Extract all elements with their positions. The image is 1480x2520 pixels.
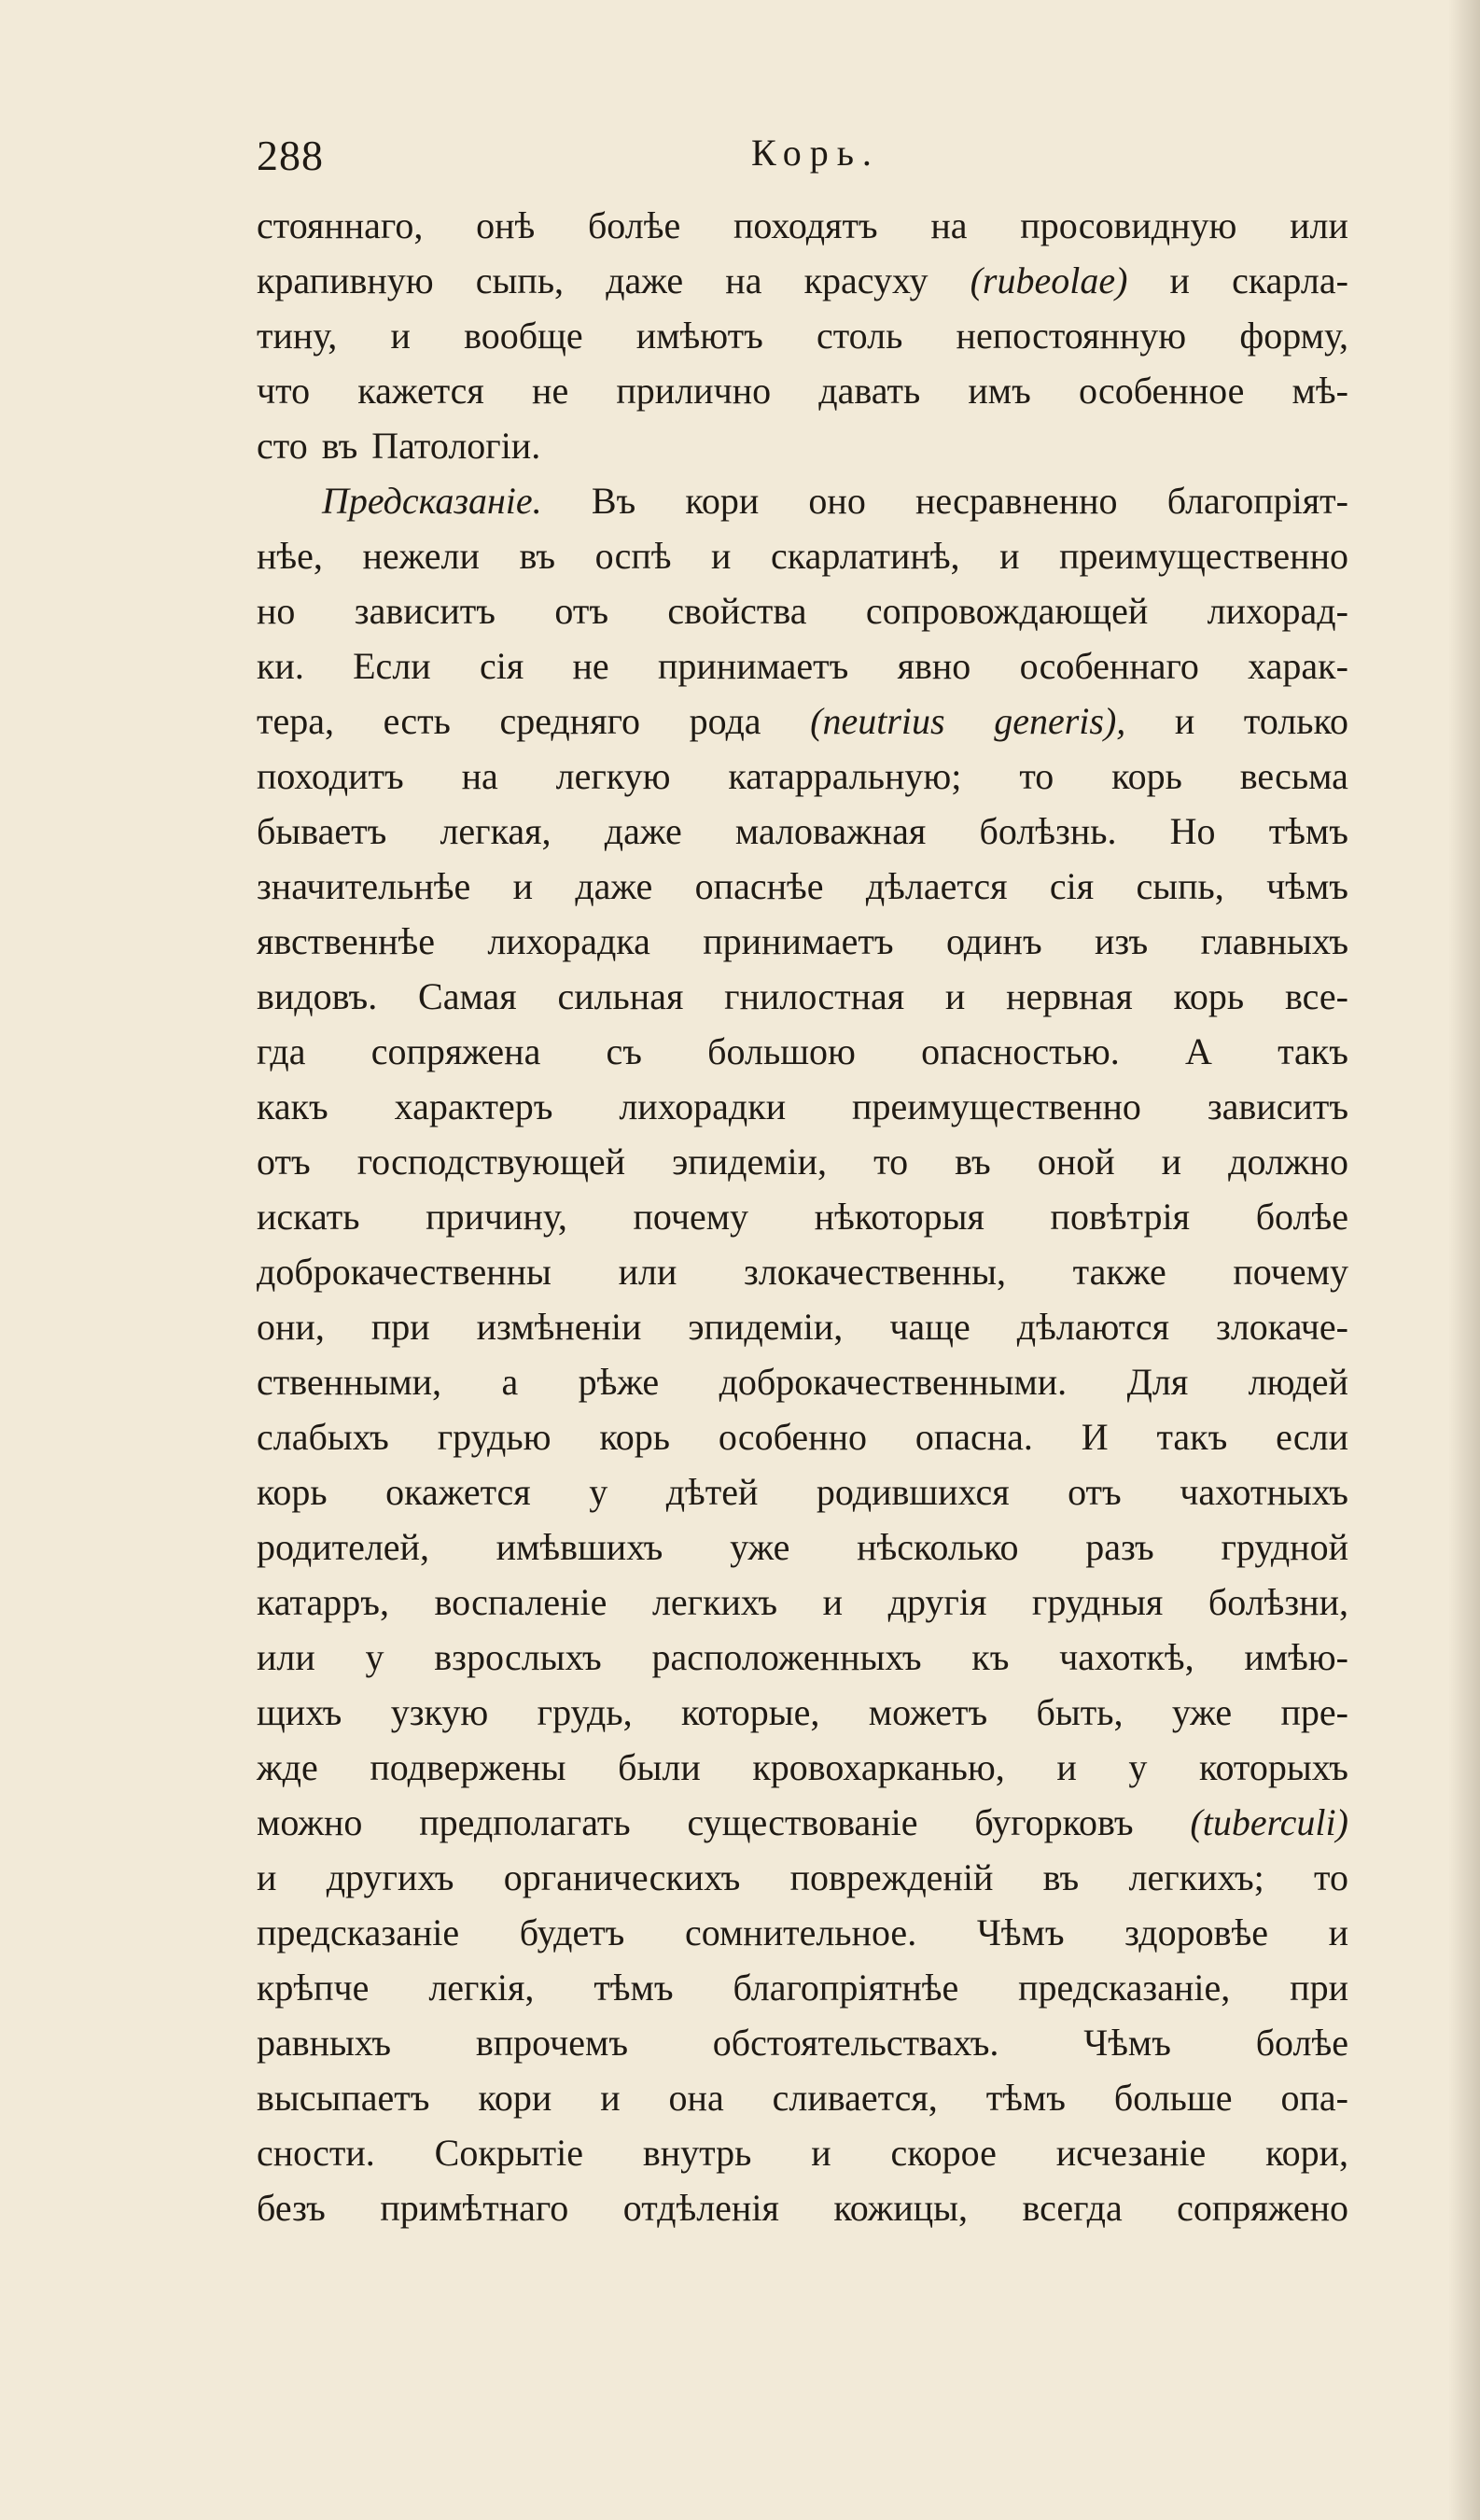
word: доброкачественными.: [719, 1361, 1068, 1403]
word: высыпаетъ: [257, 2077, 430, 2119]
word: чахоткѣ,: [1059, 1636, 1194, 1678]
word: не: [532, 370, 569, 412]
text-line: [257, 2125, 1348, 2180]
word: людей: [1248, 1361, 1348, 1403]
word: болѣзнь.: [979, 810, 1117, 852]
word: бываетъ: [257, 810, 387, 852]
word: одинъ: [945, 920, 1042, 962]
word: скарлатинѣ,: [771, 535, 960, 577]
word: нервная: [1006, 975, 1133, 1017]
word: имъ: [968, 370, 1031, 412]
word: и: [944, 975, 966, 1017]
word: (rubeolae): [970, 259, 1128, 301]
word: родителей,: [257, 1526, 429, 1568]
word: грудной: [1221, 1526, 1348, 1568]
word: средняго: [499, 700, 640, 742]
word: искать: [257, 1196, 360, 1238]
word: оной: [1037, 1141, 1115, 1183]
word: походитъ: [257, 755, 404, 797]
word: и: [512, 865, 533, 907]
word: чаще: [889, 1306, 970, 1348]
text-line: [257, 528, 1348, 583]
word: кори,: [1265, 2132, 1348, 2174]
word: щихъ: [257, 1691, 342, 1733]
word: также: [1072, 1251, 1166, 1293]
word: кори: [478, 2077, 552, 2119]
word: опаснѣе: [694, 865, 824, 907]
word: сыпь,: [1136, 865, 1224, 907]
word: зависитъ: [354, 590, 496, 632]
word: стояннаго,: [257, 204, 424, 246]
word: тину,: [257, 315, 338, 357]
word: у: [1128, 1746, 1148, 1788]
word: весьма: [1239, 755, 1348, 797]
word: и: [822, 1581, 844, 1623]
word: и: [811, 2132, 831, 2174]
word: легкая,: [440, 810, 552, 852]
word: господствующей: [356, 1141, 626, 1183]
word: впрочемъ: [475, 2022, 628, 2064]
text-line: [257, 1850, 1348, 1905]
word: даже: [606, 259, 684, 301]
word: въ: [519, 535, 556, 577]
word: имѣю-: [1244, 1636, 1348, 1678]
word: обстоятельствахъ.: [712, 2022, 999, 2064]
word: опасна.: [915, 1416, 1033, 1458]
word: быть,: [1036, 1691, 1124, 1733]
word: какъ: [257, 1085, 328, 1127]
word: имѣютъ: [635, 315, 763, 357]
text-line: [257, 693, 1348, 749]
word: большою: [707, 1030, 856, 1072]
word: при: [370, 1306, 430, 1348]
word: можетъ: [868, 1691, 988, 1733]
word: предполагать: [419, 1801, 631, 1843]
word: другія: [887, 1581, 987, 1623]
word: безъ: [257, 2187, 326, 2229]
word: эпидеміи,: [672, 1141, 828, 1183]
word: при: [1290, 1967, 1348, 2009]
word: воспаленіе: [434, 1581, 607, 1623]
word: грудныя: [1031, 1581, 1164, 1623]
text-line: [257, 638, 1348, 693]
word: были: [618, 1746, 701, 1788]
text-line: [257, 1299, 1348, 1354]
word: сопряжена: [370, 1030, 541, 1072]
word: узкую: [390, 1691, 489, 1733]
word: дѣлается: [865, 865, 1008, 907]
word: будетъ: [519, 1911, 625, 1953]
text-line: [257, 1519, 1348, 1575]
word: Но: [1169, 810, 1216, 852]
word: особеннаго: [1019, 645, 1199, 687]
word: оно: [808, 480, 866, 522]
word: прилично: [616, 370, 772, 412]
word: принимаетъ: [657, 645, 849, 687]
word: ки.: [257, 645, 304, 687]
word: или: [257, 1636, 315, 1678]
word: на: [725, 259, 762, 301]
word: если: [1276, 1416, 1348, 1458]
word: давать: [818, 370, 921, 412]
text-line: [257, 473, 1348, 528]
word: только: [1243, 700, 1348, 742]
word: гнилостная: [724, 975, 905, 1017]
word: походятъ: [733, 204, 878, 246]
word: лихорад-: [1207, 590, 1348, 632]
word: кровохарканью,: [752, 1746, 1005, 1788]
text-line: [257, 1905, 1348, 1960]
word: крапивную: [257, 259, 434, 301]
word: оспѣ: [594, 535, 672, 577]
word: должно: [1228, 1141, 1348, 1183]
word: Патологіи.: [371, 425, 541, 467]
word: характеръ: [394, 1085, 553, 1127]
word: столь: [816, 315, 903, 357]
word: видовъ.: [257, 975, 378, 1017]
word: лихорадка: [487, 920, 650, 962]
text-line: [257, 804, 1348, 859]
text-line: [257, 2070, 1348, 2125]
word: легкихъ: [651, 1581, 778, 1623]
word: и: [257, 1856, 277, 1898]
word: generis),: [994, 700, 1126, 742]
word: чѣмъ: [1266, 865, 1348, 907]
word: то: [1314, 1856, 1348, 1898]
word: (tuberculi): [1190, 1801, 1348, 1843]
word: рѣже: [578, 1361, 660, 1403]
word: у: [589, 1471, 608, 1513]
text-line: [257, 1960, 1348, 2015]
word: она: [668, 2077, 724, 2119]
word: гда: [257, 1030, 306, 1072]
word: несравненно: [915, 480, 1118, 522]
word: дѣлаются: [1016, 1306, 1170, 1348]
word: сопровождающей: [865, 590, 1149, 632]
word: грудь,: [537, 1691, 633, 1733]
word: опа-: [1280, 2077, 1348, 2119]
word: рода: [689, 700, 761, 742]
word: или: [618, 1251, 677, 1293]
word: повѣтрія: [1050, 1196, 1191, 1238]
text-line: [257, 1630, 1348, 1685]
word: корь: [1111, 755, 1182, 797]
word: маловажная: [734, 810, 927, 852]
word: свойства: [667, 590, 807, 632]
word: особенно: [718, 1416, 867, 1458]
word: въ: [955, 1141, 991, 1183]
word: даже: [575, 865, 653, 907]
word: исчезаніе: [1055, 2132, 1207, 2174]
word: Предсказаніе.: [322, 480, 542, 522]
word: благопріятнѣе: [733, 1967, 959, 2009]
running-head: [257, 131, 1348, 190]
word: преимущественно: [852, 1085, 1141, 1127]
word: значительнѣе: [257, 865, 471, 907]
word: и: [390, 315, 411, 357]
word: Самая: [418, 975, 517, 1017]
text-line: [257, 418, 1348, 473]
word: существованіе: [687, 1801, 918, 1843]
word: и: [1169, 259, 1190, 301]
word: или: [1290, 204, 1348, 246]
word: изъ: [1095, 920, 1149, 962]
word: отъ: [1068, 1471, 1122, 1513]
word: Сокрытіе: [434, 2132, 583, 2174]
word: онѣ: [476, 204, 536, 246]
word: а: [501, 1361, 519, 1403]
word: катарральную;: [728, 755, 962, 797]
word: въ: [321, 425, 358, 467]
word: тера,: [257, 700, 334, 742]
word: но: [257, 590, 296, 632]
word: разъ: [1085, 1526, 1154, 1568]
word: кожицы,: [833, 2187, 969, 2229]
word: предсказаніе: [257, 1911, 460, 1953]
word: внутрь: [642, 2132, 752, 2174]
word: у: [365, 1636, 384, 1678]
word: отъ: [554, 590, 608, 632]
word: нѣкоторыя: [814, 1196, 984, 1238]
word: все-: [1284, 975, 1348, 1017]
word: уже: [730, 1526, 790, 1568]
word: имѣвшихъ: [496, 1526, 663, 1568]
word: сомнительное.: [684, 1911, 917, 1953]
text-line: [257, 969, 1348, 1024]
word: отдѣленія: [622, 2187, 779, 2229]
word: и: [1328, 1911, 1348, 1953]
word: больше: [1113, 2077, 1233, 2119]
word: жде: [257, 1746, 318, 1788]
word: и: [1174, 700, 1195, 742]
page-edge-shadow: [1448, 0, 1480, 2520]
word: корь: [1173, 975, 1245, 1017]
word: Если: [353, 645, 431, 687]
text-line: [257, 914, 1348, 969]
word: причину,: [426, 1196, 567, 1238]
word: грудью: [437, 1416, 552, 1458]
word: мѣ-: [1292, 370, 1348, 412]
text-line: [257, 1740, 1348, 1795]
text-line: [257, 749, 1348, 804]
word: ственными,: [257, 1361, 442, 1403]
word: болѣе: [1255, 1196, 1348, 1238]
word: сливается,: [772, 2077, 938, 2119]
word: легкія,: [428, 1967, 535, 2009]
word: эпидеміи,: [688, 1306, 844, 1348]
text-line: [257, 1354, 1348, 1409]
word: Въ: [591, 480, 636, 522]
word: опасностью.: [921, 1030, 1120, 1072]
text-line: [257, 308, 1348, 363]
text-line: [257, 2015, 1348, 2070]
word: на: [930, 204, 968, 246]
word: явно: [897, 645, 971, 687]
word: и: [1056, 1746, 1077, 1788]
text-line: [257, 198, 1348, 253]
word: всегда: [1022, 2187, 1123, 2229]
word: Чѣмъ: [976, 1911, 1065, 1953]
word: корь: [599, 1416, 671, 1458]
word: уже: [1171, 1691, 1233, 1733]
word: есть: [383, 700, 451, 742]
word: которыхъ: [1199, 1746, 1348, 1788]
word: нѣсколько: [857, 1526, 1019, 1568]
word: поврежденій: [789, 1856, 994, 1898]
word: болѣе: [1255, 2022, 1348, 2064]
word: на: [461, 755, 498, 797]
word: скарла-: [1232, 259, 1348, 301]
text-line: [257, 1189, 1348, 1244]
word: слабыхъ: [257, 1416, 389, 1458]
word: явственнѣе: [257, 920, 435, 962]
word: чахотныхъ: [1180, 1471, 1348, 1513]
text-line: [257, 1244, 1348, 1299]
text-line: [257, 1685, 1348, 1740]
word: (neutrius: [810, 700, 945, 742]
word: форму,: [1239, 315, 1348, 357]
word: зависитъ: [1207, 1085, 1348, 1127]
word: пре-: [1280, 1691, 1348, 1733]
word: Для: [1126, 1361, 1189, 1403]
word: сильная: [557, 975, 684, 1017]
word: почему: [1233, 1251, 1348, 1293]
word: и: [999, 535, 1020, 577]
text-line: [257, 1464, 1348, 1519]
word: бугорковъ: [974, 1801, 1134, 1843]
word: принимаетъ: [703, 920, 894, 962]
word: доброкачественны: [257, 1251, 552, 1293]
word: И: [1081, 1416, 1109, 1458]
word: тѣмъ: [1268, 810, 1348, 852]
word: лихорадки: [619, 1085, 787, 1127]
word: кори: [685, 480, 760, 522]
word: другихъ: [326, 1856, 454, 1898]
text-line: [257, 859, 1348, 914]
word: они,: [257, 1306, 325, 1348]
text-line: [257, 1134, 1348, 1189]
word: сія: [1049, 865, 1095, 907]
running-title: Корь.: [751, 132, 880, 174]
word: что: [257, 370, 311, 412]
word: примѣтнаго: [380, 2187, 569, 2229]
word: вообще: [464, 315, 583, 357]
word: нежели: [362, 535, 480, 577]
word: предсказаніе,: [1018, 1967, 1231, 2009]
word: сности.: [257, 2132, 375, 2174]
word: почему: [633, 1196, 749, 1238]
word: расположенныхъ: [651, 1636, 922, 1678]
word: главныхъ: [1200, 920, 1348, 962]
word: то: [1019, 755, 1054, 797]
text-line: [257, 1024, 1348, 1079]
word: и: [600, 2077, 621, 2119]
text-line: [257, 1795, 1348, 1850]
word: можно: [257, 1801, 363, 1843]
word: благопріят-: [1166, 480, 1348, 522]
text-line: [257, 1409, 1348, 1464]
word: сія: [479, 645, 524, 687]
word: непостоянную: [956, 315, 1187, 357]
word: такъ: [1156, 1416, 1228, 1458]
word: такъ: [1278, 1030, 1348, 1072]
word: съ: [606, 1030, 642, 1072]
word: въ: [1042, 1856, 1080, 1898]
word: болѣзни,: [1208, 1581, 1348, 1623]
word: катарръ,: [257, 1581, 389, 1623]
word: скорое: [890, 2132, 997, 2174]
word: злокаче-: [1216, 1306, 1348, 1348]
word: и: [1161, 1141, 1182, 1183]
word: преимущественно: [1059, 535, 1348, 577]
word: органическихъ: [503, 1856, 741, 1898]
page-number: 288: [257, 132, 324, 179]
word: подвержены: [370, 1746, 566, 1788]
text-line: [257, 1575, 1348, 1630]
body-text: [257, 198, 1348, 2235]
word: родившихся: [816, 1471, 1010, 1513]
word: особенное: [1078, 370, 1245, 412]
text-line: [257, 2180, 1348, 2235]
word: равныхъ: [257, 2022, 392, 2064]
word: злокачественны,: [744, 1251, 1006, 1293]
word: здоровѣе: [1124, 1911, 1268, 1953]
word: взрослыхъ: [434, 1636, 602, 1678]
word: то: [873, 1141, 909, 1183]
word: крѣпче: [257, 1967, 370, 2009]
word: окажется: [385, 1471, 531, 1513]
word: которые,: [680, 1691, 820, 1733]
word: измѣненіи: [476, 1306, 642, 1348]
word: харак-: [1248, 645, 1348, 687]
word: легкихъ;: [1128, 1856, 1264, 1898]
word: сыпь,: [475, 259, 565, 301]
word: нѣе,: [257, 535, 323, 577]
text-line: [257, 583, 1348, 638]
word: тѣмъ: [593, 1967, 674, 2009]
text-line: [257, 1079, 1348, 1134]
word: дѣтей: [665, 1471, 759, 1513]
word: даже: [604, 810, 682, 852]
word: тѣмъ: [985, 2077, 1066, 2119]
word: сопряжено: [1177, 2187, 1348, 2229]
word: кажется: [357, 370, 484, 412]
word: къ: [971, 1636, 1010, 1678]
word: красуху: [803, 259, 928, 301]
text-line: [257, 253, 1348, 308]
word: Чѣмъ: [1083, 2022, 1171, 2064]
word: отъ: [257, 1141, 311, 1183]
text-line: [257, 363, 1348, 418]
word: корь: [257, 1471, 328, 1513]
word: легкую: [555, 755, 671, 797]
word: не: [572, 645, 609, 687]
word: болѣе: [587, 204, 681, 246]
word: просовидную: [1020, 204, 1237, 246]
word: и: [711, 535, 732, 577]
word: А: [1184, 1030, 1212, 1072]
word: сто: [257, 425, 308, 467]
